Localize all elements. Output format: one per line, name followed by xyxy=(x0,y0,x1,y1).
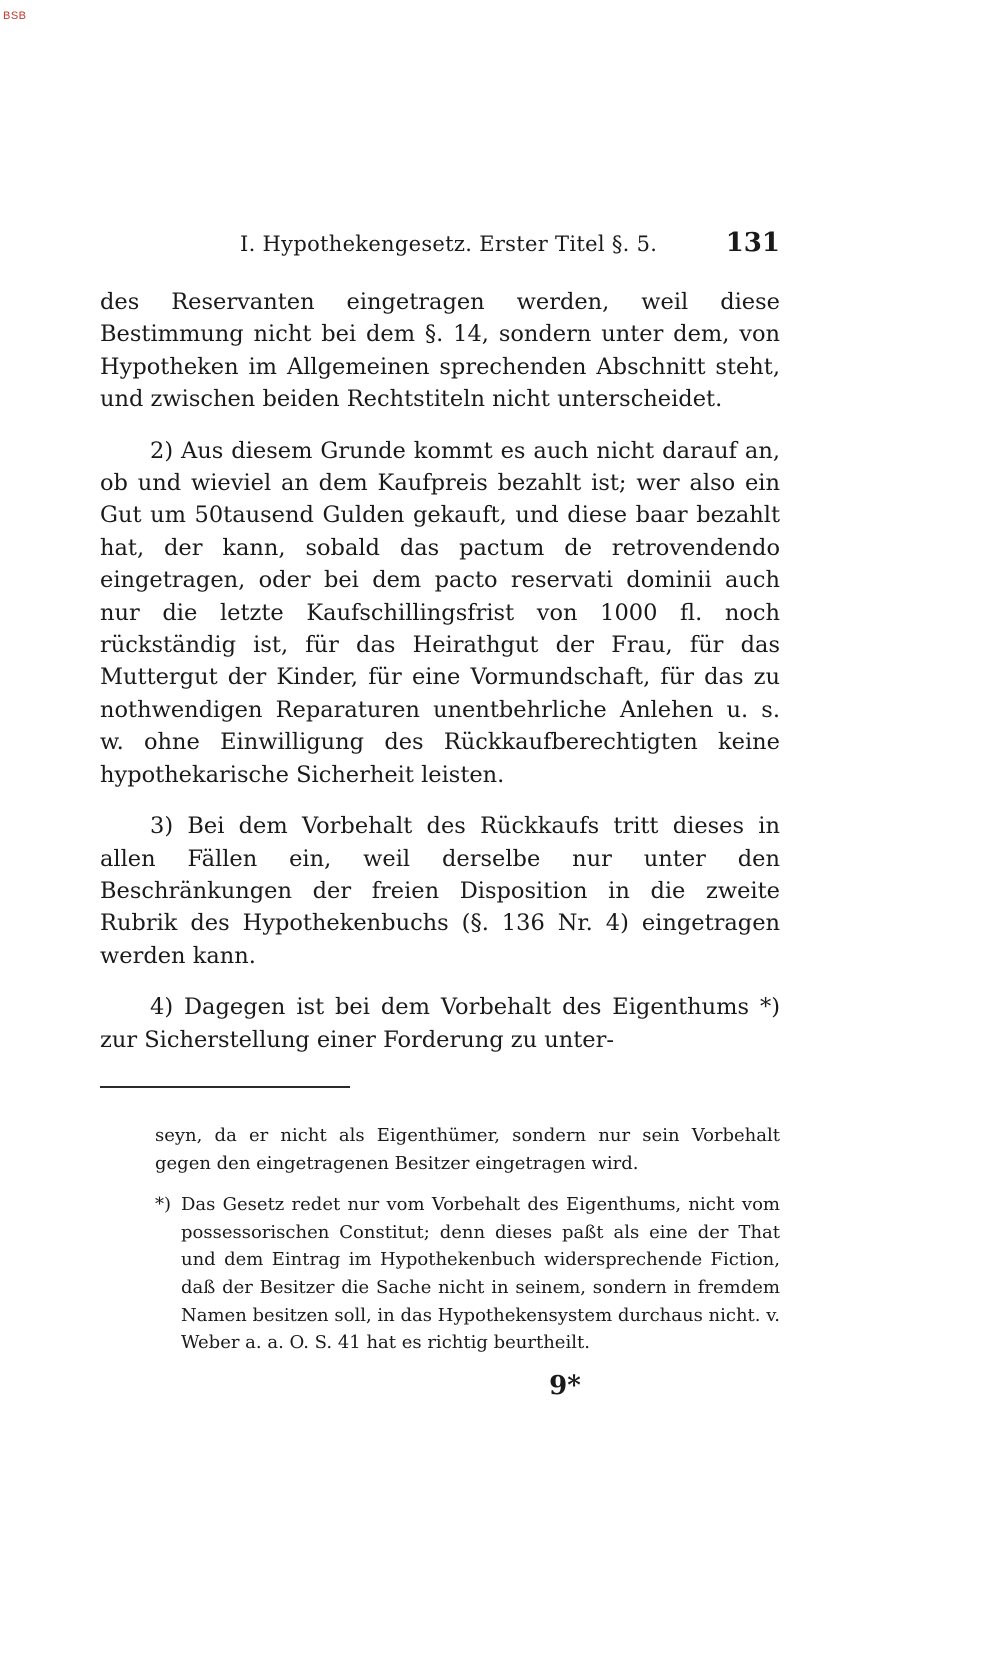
paragraph-3: 3) Bei dem Vorbehalt des Rückkaufs tritt dieses in allen Fällen ein, weil derselbe nur unter den Beschränkungen der freien Disposition in die zweite Rubrik des Hypothekenbuchs (§. 136 Nr. 4) eingetragen werden kann. xyxy=(100,813,780,969)
footnote-star-text: Das Gesetz redet nur vom Vorbehalt des Eigenthums, nicht vom possessorischen Constitut; denn dieses paßt als eine der That und dem Eintrag im Hypothekenbuch widersprechende Fiction, daß der Besitzer die Sache nicht in seinem, sondern in fremdem Namen besitzen soll, in das Hypothekensystem durchaus nicht. v. Weber a. a. O. S. 41 hat es richtig beurtheilt. xyxy=(181,1194,780,1354)
main-text xyxy=(100,286,780,1056)
book-page xyxy=(100,228,780,1401)
footnote-divider xyxy=(100,1086,350,1088)
running-header xyxy=(100,228,780,268)
footnote-continuation: seyn, da er nicht als Eigenthümer, sondern nur sein Vorbehalt gegen den eingetragenen Besitzer eingetragen wird. xyxy=(155,1124,780,1174)
running-title: I. Hypothekengesetz. Erster Titel §. 5. xyxy=(240,232,658,256)
sheet-signature: 9* xyxy=(549,1370,581,1401)
paragraph-continuation: des Reservanten eingetragen werden, weil diese Bestimmung nicht bei dem §. 14, sondern unter dem, von Hypotheken im Allgemeinen sprechenden Abschnitt steht, und zwischen beiden Rechtstiteln nicht unterscheidet. xyxy=(100,289,780,413)
library-watermark: BSB xyxy=(3,10,27,22)
footnote-marker: *) xyxy=(155,1194,172,1216)
footnotes xyxy=(155,1122,780,1357)
page-number: 131 xyxy=(725,228,780,258)
paragraph-4: 4) Dagegen ist bei dem Vorbehalt des Eigenthums *) zur Sicherstellung einer Forderung zu unter- xyxy=(100,994,780,1053)
footnote-star xyxy=(155,1191,780,1357)
paragraph-2: 2) Aus diesem Grunde kommt es auch nicht darauf an, ob und wieviel an dem Kaufpreis bezahlt ist; wer also ein Gut um 50tausend Gulden gekauft, und diese baar bezahlt hat, der kann, sobald das pactum de retrovendendo eingetragen, oder bei dem pacto reservati dominii auch nur die letzte Kaufschillingsfrist von 1000 fl. noch rückständig ist, für das Heirathgut der Frau, für das Muttergut der Kinder, für eine Vormundschaft, für das zu nothwendigen Reparaturen unentbehrliche Anlehen u. s. w. ohne Einwilligung des Rückkaufberechtigten keine hypothekarische Sicherheit leisten. xyxy=(100,437,780,788)
